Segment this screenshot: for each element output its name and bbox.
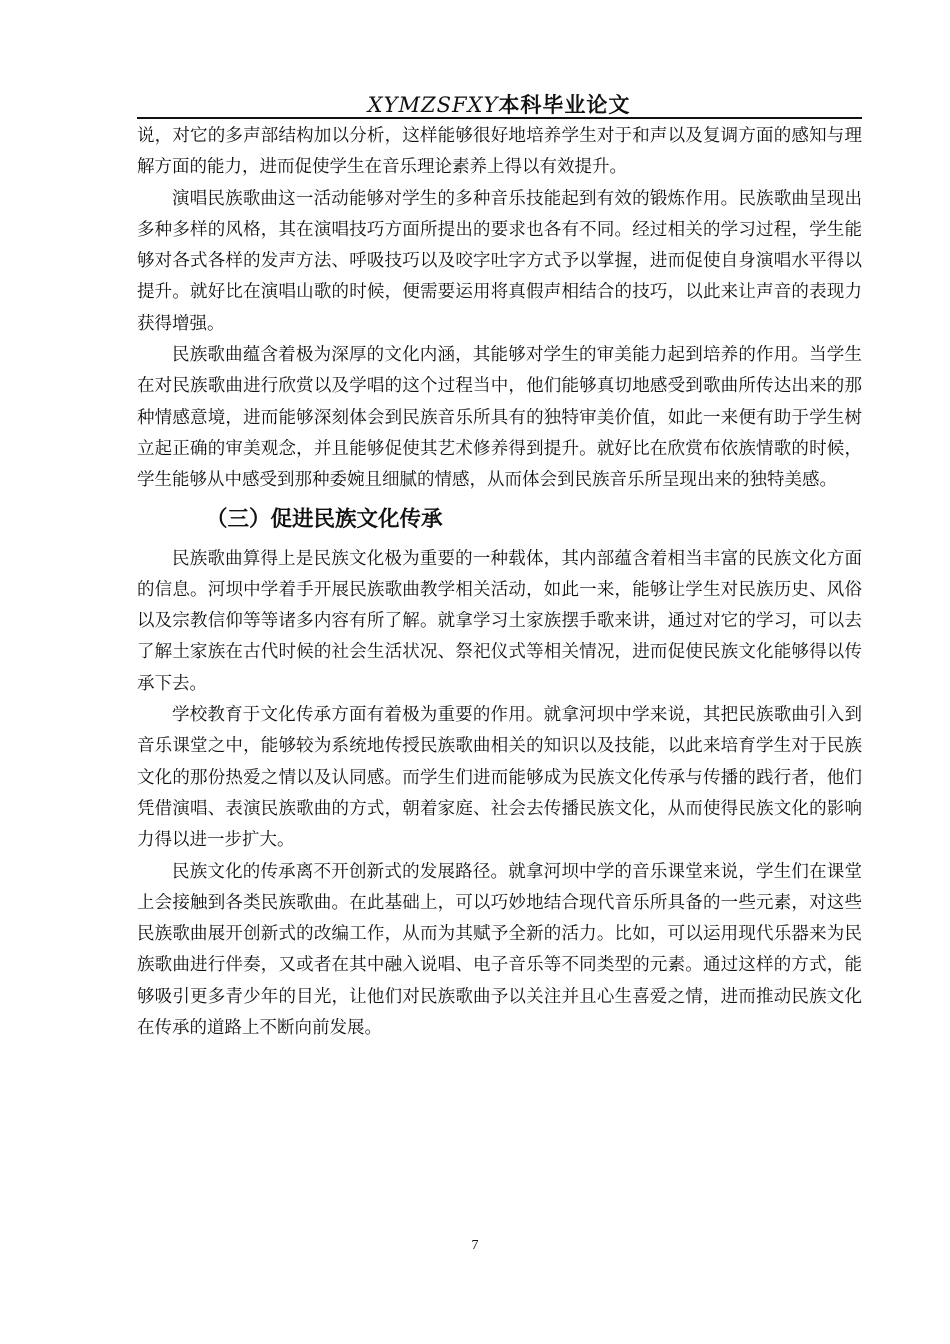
section-heading: （三）促进民族文化传承	[206, 506, 443, 532]
paragraph-singing-skills: 演唱民族歌曲这一活动能够对学生的多种音乐技能起到有效的锻炼作用。民族歌曲呈现出多种多样的风格，其在演唱技巧方面所提出的要求也各有不同。经过相关的学习过程，学生能够对各式各样的发声方法、呼吸技巧以及咬字吐字方式予以掌握，进而促使自身演唱水平得以提升。就好比在演唱山歌的时候，便需要运用将真假声相结合的技巧，以此来让声音的表现力获得增强。	[137, 188, 862, 334]
paragraph-innovation: 民族文化的传承离不开创新式的发展路径。就拿河坝中学的音乐课堂来说，学生们在课堂上会接触到各类民族歌曲。在此基础上，可以巧妙地结合现代音乐所具备的一些元素，对这些民族歌曲展开创新式的改编工作，从而为其赋予全新的活力。比如，可以运用现代乐器来为民族歌曲进行伴奏，又或者在其中融入说唱、电子音乐等不同类型的元素。通过这样的方式，能够吸引更多青少年的目光，让他们对民族歌曲予以关注并且心生喜爱之情，进而推动民族文化在传承的道路上不断向前发展。	[137, 861, 862, 1039]
paragraph-continued: 说，对它的多声部结构加以分析，这样能够很好地培养学生对于和声以及复调方面的感知与理解方面的能力，进而促使学生在音乐理论素养上得以有效提升。	[137, 126, 862, 178]
running-header	[137, 89, 861, 119]
paragraph-aesthetics: 民族歌曲蕴含着极为深厚的文化内涵，其能够对学生的审美能力起到培养的作用。当学生在对民族歌曲进行欣赏以及学唱的这个过程当中，他们能够真切地感受到歌曲所传达出来的那种情感意境，进而能够深刻体会到民族音乐所具有的独特审美价值，如此一来便有助于学生树立起正确的审美观念，并且能够促使其艺术修养得到提升。就好比在欣赏布依族情歌的时候，学生能够从中感受到那种委婉且细腻的情感，从而体会到民族音乐所呈现出来的独特美感。	[137, 345, 862, 491]
paragraph-school-education: 学校教育于文化传承方面有着极为重要的作用。就拿河坝中学来说，其把民族歌曲引入到音乐课堂之中，能够较为系统地传授民族歌曲相关的知识以及技能，以此来培育学生对于民族文化的那份热爱之情以及认同感。而学生们进而能够成为民族文化传承与传播的践行者，他们凭借演唱、表演民族歌曲的方式，朝着家庭、社会去传播民族文化，从而使得民族文化的影响力得以进一步扩大。	[137, 705, 862, 851]
header-latin: XYMZSFXY	[367, 93, 499, 117]
header-title: 本科毕业论文	[498, 92, 631, 117]
body-text	[137, 121, 862, 1044]
header-rule	[137, 117, 862, 119]
page-number: 7	[471, 1238, 479, 1253]
paragraph-cultural-carrier: 民族歌曲算得上是民族文化极为重要的一种载体，其内部蕴含着相当丰富的民族文化方面的信息。河坝中学着手开展民族歌曲教学相关活动，如此一来，能够让学生对民族历史、风俗以及宗教信仰等等诸多内容有所了解。就拿学习土家族摆手歌来讲，通过对它的学习，可以去了解土家族在古代时候的社会生活状况、祭祀仪式等相关情况，进而促使民族文化能够得以传承下去。	[137, 548, 862, 694]
